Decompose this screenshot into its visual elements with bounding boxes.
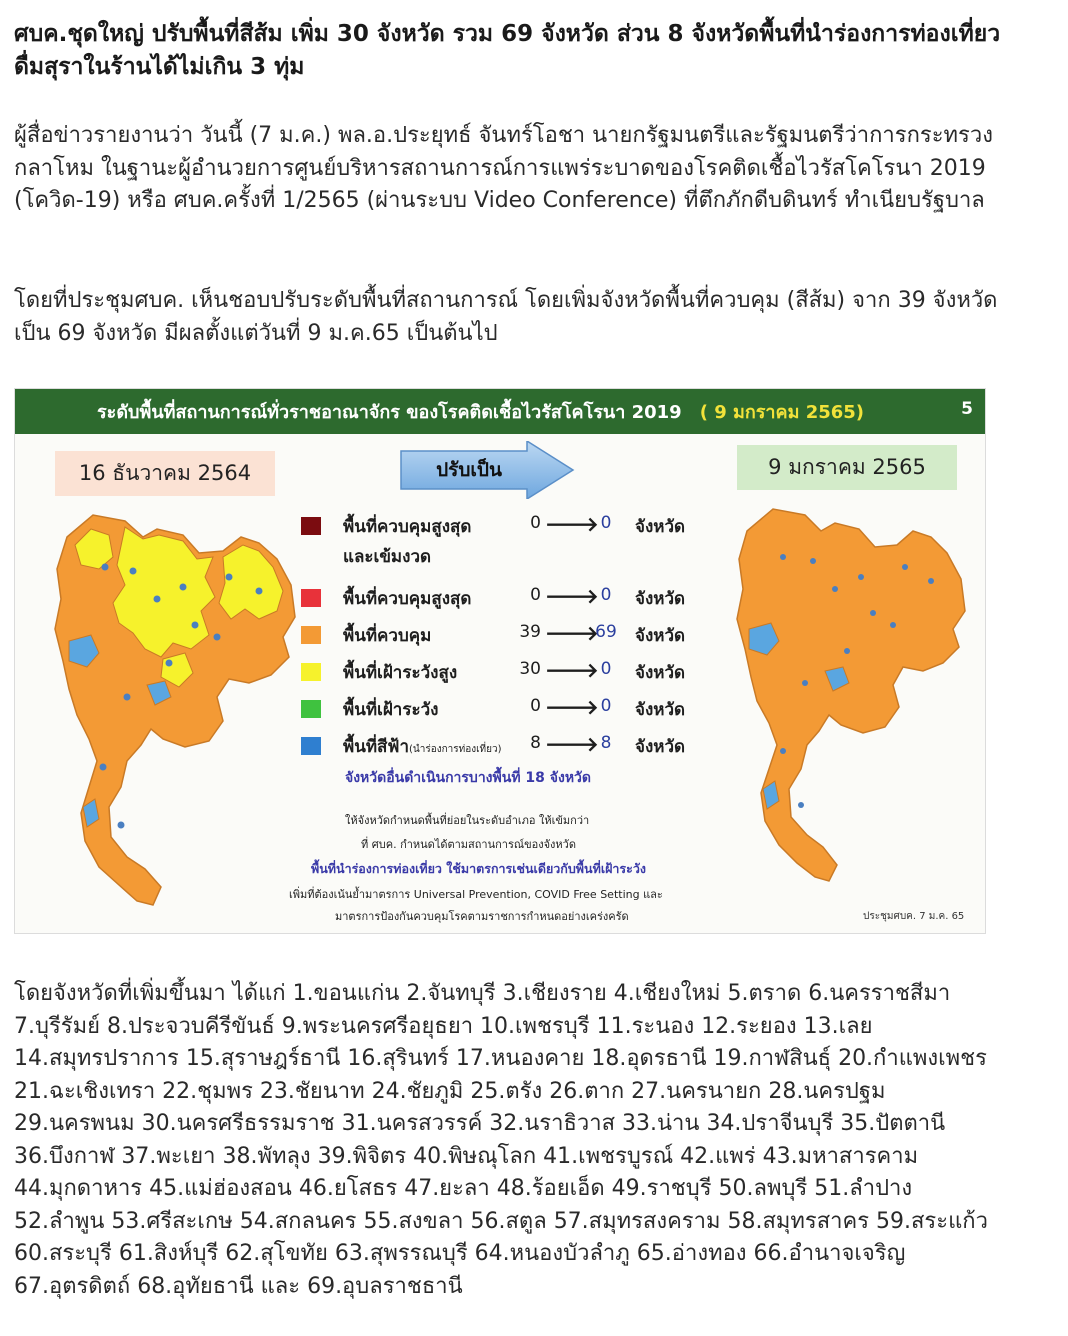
legend-swatch (301, 626, 321, 644)
legend-row-control (301, 620, 711, 650)
legend-unit: จังหวัด (635, 517, 686, 537)
article-paragraph-1: ผู้สื่อข่าวรายงานว่า วันนี้ (7 ม.ค.) พล.อ.ประยุทธ์ จันทร์โอชา นายกรัฐมนตรีและรัฐมนตรีว่าการกระทรวงกลาโหม ในฐานะผู้อำนวยการศูนย์บริหารสถานการณ์การแพร่ระบาดของโรคติดเชื้อไวรัสโคโรนา 2019 (โควิด-19) หรือ ศบค.ครั้งที่ 1/2565 (ผ่านระบบ Video Conference) ที่ตึกภักดีบดินทร์ ทำเนียบรัฐบาล (14, 123, 993, 213)
arrow-right-icon: 🡒 (545, 732, 599, 756)
legend-row-high-watch (301, 657, 711, 687)
date-after-label: 9 มกราคม 2565 (737, 445, 957, 490)
arrow-right-icon: 🡒 (545, 584, 599, 608)
date-before-label: 16 ธันวาคม 2564 (55, 451, 275, 496)
note-line-1: ให้จังหวัดกำหนดพื้นที่ย่อยในระดับอำเภอ ให้เข้มกว่า (345, 814, 590, 827)
legend-label: พื้นที่ควบคุมสูงสุด (343, 517, 472, 537)
legend-swatch (301, 517, 321, 535)
legend-label: พื้นที่ควบคุม (343, 626, 432, 646)
legend-unit: จังหวัด (635, 700, 686, 720)
infographic-date: ( 9 มกราคม 2565) (699, 402, 865, 423)
legend-count-before: 0 (530, 513, 541, 533)
legend-row-max-control (301, 583, 711, 613)
note-other-provinces: จังหวัดอื่นดำเนินการบางพื้นที่ 18 จังหวัด (345, 770, 591, 786)
thailand-map-after (717, 501, 971, 893)
legend-count-before: 8 (530, 733, 541, 753)
legend-count-after: 0 (600, 585, 612, 605)
legend-swatch (301, 663, 321, 681)
note-line-3: พื้นที่นำร่องการท่องเที่ยว ใช้มาตรการเช่นเดียวกับพื้นที่เฝ้าระวัง (311, 861, 646, 876)
legend-swatch (301, 589, 321, 607)
infographic-page-number: 5 (961, 399, 973, 419)
thailand-map-before (33, 507, 303, 917)
legend-count-before: 39 (519, 622, 541, 642)
legend-count-after: 8 (600, 733, 612, 753)
infographic-credit: ประชุมศบค. 7 ม.ค. 65 (863, 911, 965, 922)
legend-label: พื้นที่เฝ้าระวังสูง (343, 663, 458, 683)
legend-row-strictest (301, 511, 711, 567)
legend-label-line2: และเข้มงวด (343, 547, 432, 567)
note-line-2: ที่ ศบค. กำหนดได้ตามสถานการณ์ของจังหวัด (361, 838, 576, 851)
legend-label-main: พื้นที่สีฟ้า (343, 737, 409, 757)
legend-unit: จังหวัด (635, 589, 686, 609)
legend-unit: จังหวัด (635, 663, 686, 683)
article-headline: ศบค.ชุดใหญ่ ปรับพื้นที่สีส้ม เพิ่ม 30 จังหวัด รวม 69 จังหวัด ส่วน 8 จังหวัดพื้นที่นำร่องการท่องเที่ยว ดื่มสุราในร้านได้ไม่เกิน 3 ทุ่ม (14, 21, 1001, 80)
change-arrow (399, 441, 575, 499)
infographic-title-bar (15, 389, 986, 434)
legend-label: พื้นที่เฝ้าระวัง (343, 700, 439, 720)
legend-label: พื้นที่ควบคุมสูงสุด (343, 589, 472, 609)
legend-swatch (301, 737, 321, 755)
legend-count-before: 0 (530, 696, 541, 716)
change-label: ปรับเป็น (436, 459, 502, 481)
infographic-title: ระดับพื้นที่สถานการณ์ทั่วราชอาณาจักร ของโรคติดเชื้อไวรัสโคโรนา 2019 (97, 402, 682, 423)
legend-row-blue-tourism (301, 731, 711, 761)
legend-row-watch (301, 694, 711, 724)
article-paragraph-3: โดยจังหวัดที่เพิ่มขึ้นมา ได้แก่ 1.ขอนแก่น 2.จันทบุรี 3.เชียงราย 4.เชียงใหม่ 5.ตราด 6.นครราชสีมา 7.บุรีรัมย์ 8.ประจวบคีรีขันธ์ 9.พระนครศรีอยุธยา 10.เพชรบุรี 11.ระนอง 12.ระยอง 13.เลย 14.สมุทรปราการ 15.สุราษฎร์ธานี 16.สุรินทร์ 17.หนองคาย 18.อุดรธานี 19.กาฬสินธุ์ 20.กำแพงเพชร 21.ฉะเชิงเทรา 22.ชุมพร 23.ชัยนาท 24.ชัยภูมิ 25.ตรัง 26.ตาก 27.นครนายก 28.นครปฐม 29.นครพนม 30.นครศรีธรรมราช 31.นครสวรรค์ 32.นราธิวาส 33.น่าน 34.ปราจีนบุรี 35.ปัตตานี 36.บึงกาฬ 37.พะเยา 38.พัทลุง 39.พิจิตร 40.พิษณุโลก 41.เพชรบูรณ์ 42.แพร่ 43.มหาสารคาม 44.มุกดาหาร 45.แม่ฮ่องสอน 46.ยโสธร 47.ยะลา 48.ร้อยเอ็ด 49.ราชบุรี 50.ลพบุรี 51.ลำปาง 52.ลำพูน 53.ศรีสะเกษ 54.สกลนคร 55.สงขลา 56.สตูล 57.สมุทรสงคราม 58.สมุทรสาคร 59.สระแก้ว 60.สระบุรี 61.สิงห์บุรี 62.สุโขทัย 63.สุพรรณบุรี 64.หนองบัวลำภู 65.อ่างทอง 66.อำนาจเจริญ 67.อุตรดิตถ์ 68.อุทัยธานี และ 69.อุบลราชธานี (14, 981, 988, 1299)
legend-unit: จังหวัด (635, 737, 686, 757)
legend-count-after: 0 (600, 513, 612, 533)
arrow-right-icon: 🡒 (545, 658, 599, 682)
legend-count-after: 0 (600, 696, 612, 716)
legend-count-after: 69 (595, 622, 617, 642)
legend-count-before: 0 (530, 585, 541, 605)
legend-swatch (301, 700, 321, 718)
infographic-image[interactable] (14, 388, 986, 934)
note-line-4: เพิ่มที่ต้องเน้นย้ำมาตรการ Universal Prevention, COVID Free Setting และ (289, 888, 663, 901)
arrow-right-icon: 🡒 (545, 621, 599, 645)
legend-count-after: 0 (600, 659, 612, 679)
legend-count-before: 30 (519, 659, 541, 679)
legend-label-note: (นำร่องการท่องเที่ยว) (409, 744, 502, 755)
article-paragraph-2: โดยที่ประชุมศบค. เห็นชอบปรับระดับพื้นที่สถานการณ์ โดยเพิ่มจังหวัดพื้นที่ควบคุม (สีส้ม) จาก 39 จังหวัด เป็น 69 จังหวัด มีผลตั้งแต่วันที่ 9 ม.ค.65 เป็นต้นไป (14, 288, 998, 346)
note-line-5: มาตรการป้องกันควบคุมโรคตามราชการกำหนดอย่างเคร่งครัด (335, 910, 629, 923)
legend-unit: จังหวัด (635, 626, 686, 646)
arrow-right-icon: 🡒 (545, 512, 599, 536)
legend-label (343, 733, 502, 760)
arrow-right-icon: 🡒 (545, 695, 599, 719)
